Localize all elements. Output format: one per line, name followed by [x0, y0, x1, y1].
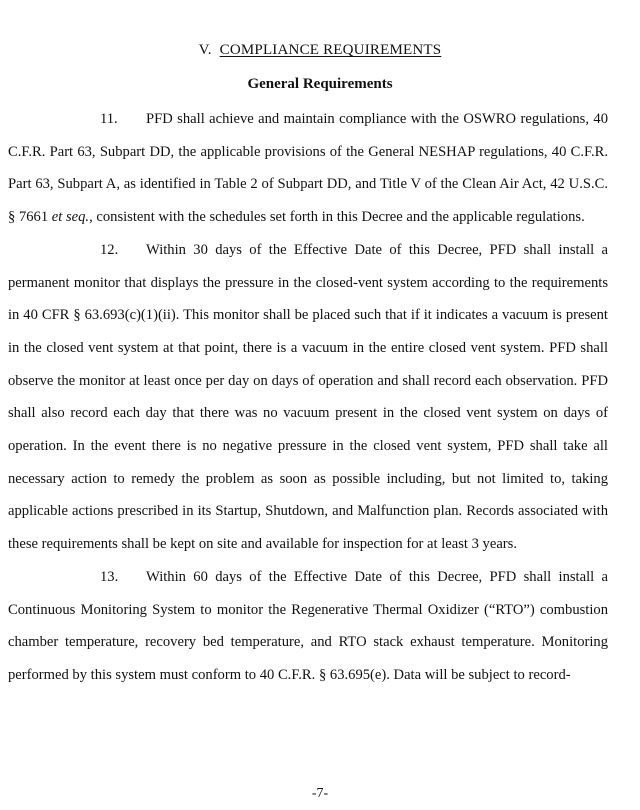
paragraph-text: PFD shall achieve and maintain compliance with the OSWRO regulations, 40 C.F.R. Part 63, Subpart DD, the applicable provisions of the General NESHAP regulations, 40 C.F.R. Part 63, Subpart A, as identified in Table 2 of Subpart DD, and Title V of the Clean Air Act, 42 U.S.C. § 7661: [8, 111, 608, 226]
paragraph-italic-text: et seq.: [51, 209, 90, 226]
paragraph-13: [8, 561, 608, 692]
paragraph-number: 11.: [100, 111, 118, 127]
paragraph-number: 12.: [100, 241, 119, 258]
page-number: -7-: [311, 786, 329, 801]
paragraph-number: 13.: [100, 568, 119, 585]
paragraph-text: Within 60 days of the Effective Date of this Decree, PFD shall install a Continuous Monitoring System to monitor the Regenerative Thermal Oxidizer (“RTO”) combustion chamber temperature, recovery bed temperature, and RTO stack exhaust temperature. Monitoring performed by this system must conform to 40 C.F.R. § 63.695(e). Data will be subject to record-: [8, 568, 608, 683]
section-heading: [0, 42, 640, 59]
section-title: COMPLIANCE REQUIREMENTS: [219, 42, 442, 58]
paragraph-text-continued: , consistent with the schedules set forth in this Decree and the applicable regulations.: [89, 209, 585, 226]
subsection-heading: General Requirements: [247, 76, 393, 92]
paragraph-12: [8, 234, 608, 561]
paragraph-text: Within 30 days of the Effective Date of this Decree, PFD shall install a permanent monitor that displays the pressure in the closed-vent system according to the requirements in 40 CFR § 63.693(c)(1)(ii). This monitor shall be placed such that if it indicates a vacuum is present in the closed vent system at that point, there is a vacuum in the entire closed vent system. PFD shall observe the monitor at least once per day on days of operation and shall record each observation. PFD shall also record each day that there was no vacuum present in the closed vent system on days of operation. In the event there is no negative pressure in the closed vent system, PFD shall take all necessary action to remedy the problem as soon as possible including, but not limited to, taking applicable actions prescribed in its Startup, Shutdown, and Malfunction plan. Records associated with these requirements shall be kept on site and available for inspection for at least 3 years.: [8, 241, 608, 553]
paragraph-11: [8, 103, 608, 234]
body-text: [8, 103, 608, 692]
section-number: V.: [198, 42, 212, 58]
